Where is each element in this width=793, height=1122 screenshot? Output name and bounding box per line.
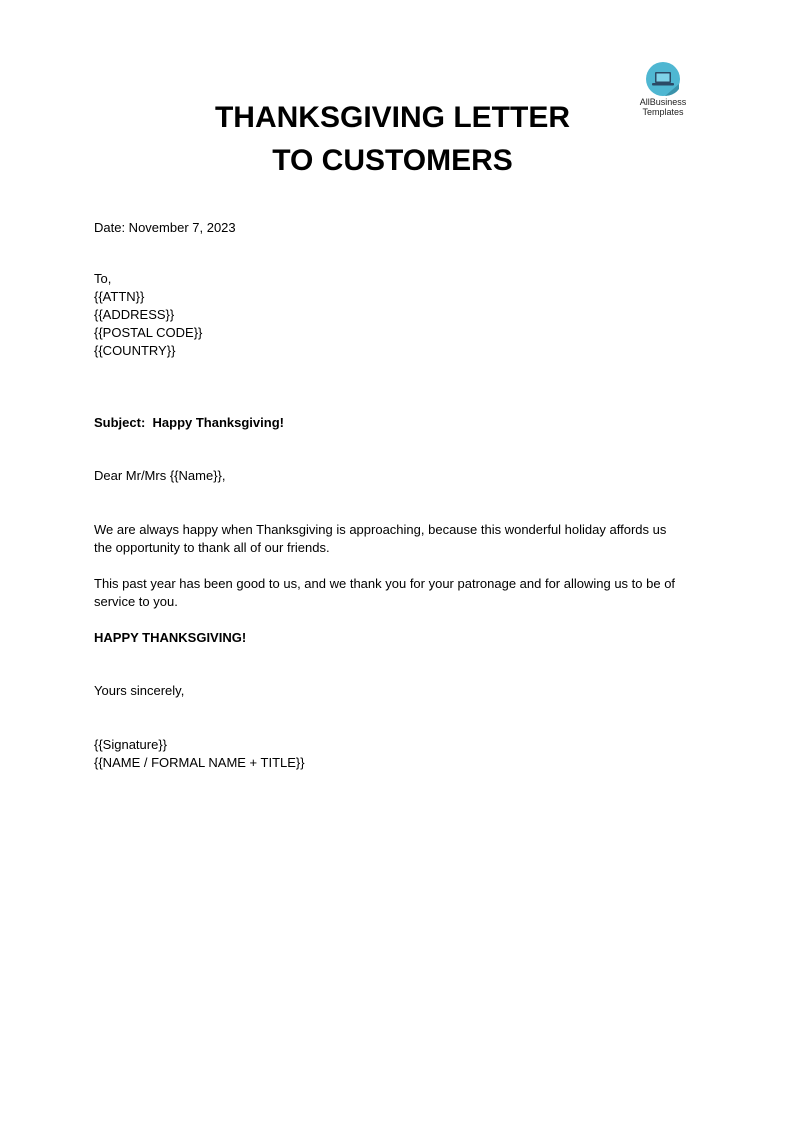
body-paragraph-1-line-1: We are always happy when Thanksgiving is approaching, because this wonderful holiday affords us [94, 522, 667, 537]
body-paragraph-2-line-1: This past year has been good to us, and we thank you for your patronage and for allowing us to be of [94, 576, 676, 591]
recipient-attn: {{ATTN}} [94, 289, 145, 304]
page-title [0, 96, 785, 182]
recipient-postal-code: {{POSTAL CODE}} [94, 325, 203, 340]
salutation: Dear Mr/Mrs {{Name}}, [94, 468, 226, 483]
signature-placeholder: {{Signature}} [94, 737, 168, 752]
title-line2: TO CUSTOMERS [272, 144, 513, 177]
body-paragraph-2-line-2: service to you. [94, 594, 178, 609]
title-line1: THANKSGIVING LETTER [214, 101, 570, 134]
happy-thanksgiving-line: HAPPY THANKSGIVING! [94, 630, 247, 645]
recipient-address: {{ADDRESS}} [94, 307, 175, 322]
laptop-screen [657, 74, 670, 82]
closing: Yours sincerely, [94, 683, 185, 698]
recipient-to: To, [94, 271, 112, 286]
laptop-base [652, 83, 674, 86]
subject-line: Subject: Happy Thanksgiving! [94, 415, 284, 430]
logo-text-line1: AllBusiness [639, 97, 687, 107]
date-line: Date: November 7, 2023 [94, 220, 236, 235]
recipient-country: {{COUNTRY}} [94, 343, 176, 358]
logo-text-line2: Templates [642, 107, 684, 117]
name-title-placeholder: {{NAME / FORMAL NAME + TITLE}} [94, 755, 305, 770]
body-paragraph-1-line-2: the opportunity to thank all of our friends. [94, 540, 330, 555]
laptop-icon [645, 61, 681, 97]
